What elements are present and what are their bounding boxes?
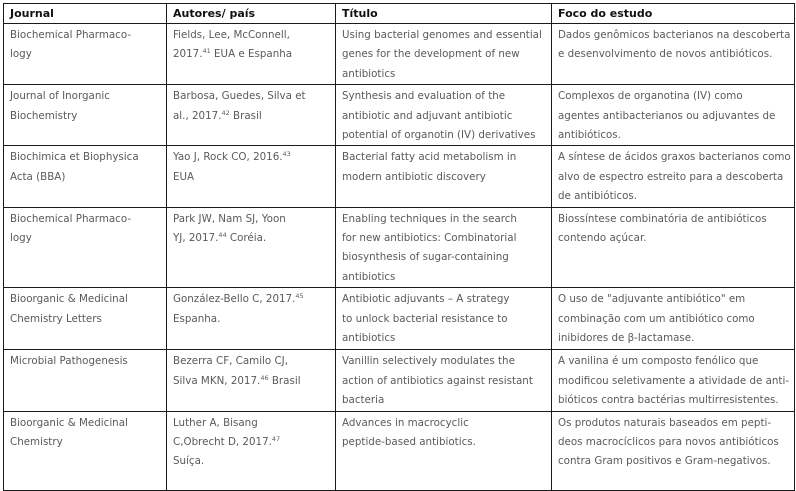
cell-title: Using bacterial genomes and essential genes for the development of new antibiotics — [336, 24, 552, 85]
cell-focus: A síntese de ácidos graxos bacterianos como alvo de espectro estreito para a descoberta de antibióticos. — [552, 146, 795, 207]
header-study-focus: Foco do estudo — [552, 4, 795, 24]
cell-journal: Biochemical Pharmaco- logy — [4, 207, 167, 288]
header-title: Título — [336, 4, 552, 24]
cell-journal: Microbial Pathogenesis — [4, 350, 167, 411]
table-row — [4, 350, 795, 411]
cell-focus: Complexos de organotina (IV) como agentes antibacterianos ou adjuvantes de antibióticos. — [552, 85, 795, 146]
cell-authors: Bezerra CF, Camilo CJ, Silva MKN, 2017.46 Brasil — [167, 350, 336, 411]
reference-number: 41 — [202, 47, 211, 56]
cell-title: Bacterial fatty acid metabolism in modern antibiotic discovery — [336, 146, 552, 207]
cell-authors: González-Bello C, 2017.45 Espanha. — [167, 288, 336, 350]
cell-focus: O uso de "adjuvante antibiótico" em combinação com um antibiótico como inibidores de β-lactamase. — [552, 288, 795, 350]
cell-journal: Biochimica et Biophysica Acta (BBA) — [4, 146, 167, 207]
cell-journal: Bioorganic & Medicinal Chemistry — [4, 411, 167, 490]
reference-number: 43 — [282, 150, 291, 159]
cell-authors: Yao J, Rock CO, 2016.43 EUA — [167, 146, 336, 207]
reference-number: 44 — [218, 231, 227, 240]
cell-journal: Bioorganic & Medicinal Chemistry Letters — [4, 288, 167, 350]
header-journal: Journal — [4, 4, 167, 24]
table-row — [4, 146, 795, 207]
cell-title: Enabling techniques in the search for new antibiotics: Combinatorial biosynthesis of sugar-containing antibiotics — [336, 207, 552, 288]
references-table — [3, 3, 795, 491]
cell-authors: Luther A, Bisang C,Obrecht D, 2017.47 Suíça. — [167, 411, 336, 490]
cell-title: Synthesis and evaluation of the antibiotic and adjuvant antibiotic potential of organotin (IV) derivatives — [336, 85, 552, 146]
reference-number: 42 — [221, 108, 230, 117]
table-row — [4, 207, 795, 288]
cell-title: Antibiotic adjuvants – A strategy to unlock bacterial resistance to antibiotics — [336, 288, 552, 350]
cell-authors: Barbosa, Guedes, Silva et al., 2017.42 Brasil — [167, 85, 336, 146]
cell-title: Advances in macrocyclic peptide-based antibiotics. — [336, 411, 552, 490]
cell-journal: Biochemical Pharmaco- logy — [4, 24, 167, 85]
reference-number: 45 — [295, 292, 304, 301]
cell-authors: Park JW, Nam SJ, Yoon YJ, 2017.44 Coréia. — [167, 207, 336, 288]
table-row — [4, 85, 795, 146]
table-row — [4, 288, 795, 350]
cell-focus: A vanilina é um composto fenólico que modificou seletivamente a atividade de anti- bióticos contra bactérias multirresistentes. — [552, 350, 795, 411]
cell-focus: Biossíntese combinatória de antibióticos contendo açúcar. — [552, 207, 795, 288]
header-authors-country: Autores/ país — [167, 4, 336, 24]
cell-title: Vanillin selectively modulates the action of antibiotics against resistant bacteria — [336, 350, 552, 411]
cell-journal: Journal of Inorganic Biochemistry — [4, 85, 167, 146]
reference-number: 46 — [260, 373, 269, 382]
header-row — [4, 4, 795, 24]
reference-number: 47 — [271, 434, 281, 443]
table-row — [4, 24, 795, 85]
cell-authors: Fields, Lee, McConnell, 2017.41 EUA e Espanha — [167, 24, 336, 85]
cell-focus: Dados genômicos bacterianos na descoberta e desenvolvimento de novos antibióticos. — [552, 24, 795, 85]
table-row — [4, 411, 795, 490]
cell-focus: Os produtos naturais baseados em pepti- deos macrocíclicos para novos antibióticos contra Gram positivos e Gram-negativos. — [552, 411, 795, 490]
